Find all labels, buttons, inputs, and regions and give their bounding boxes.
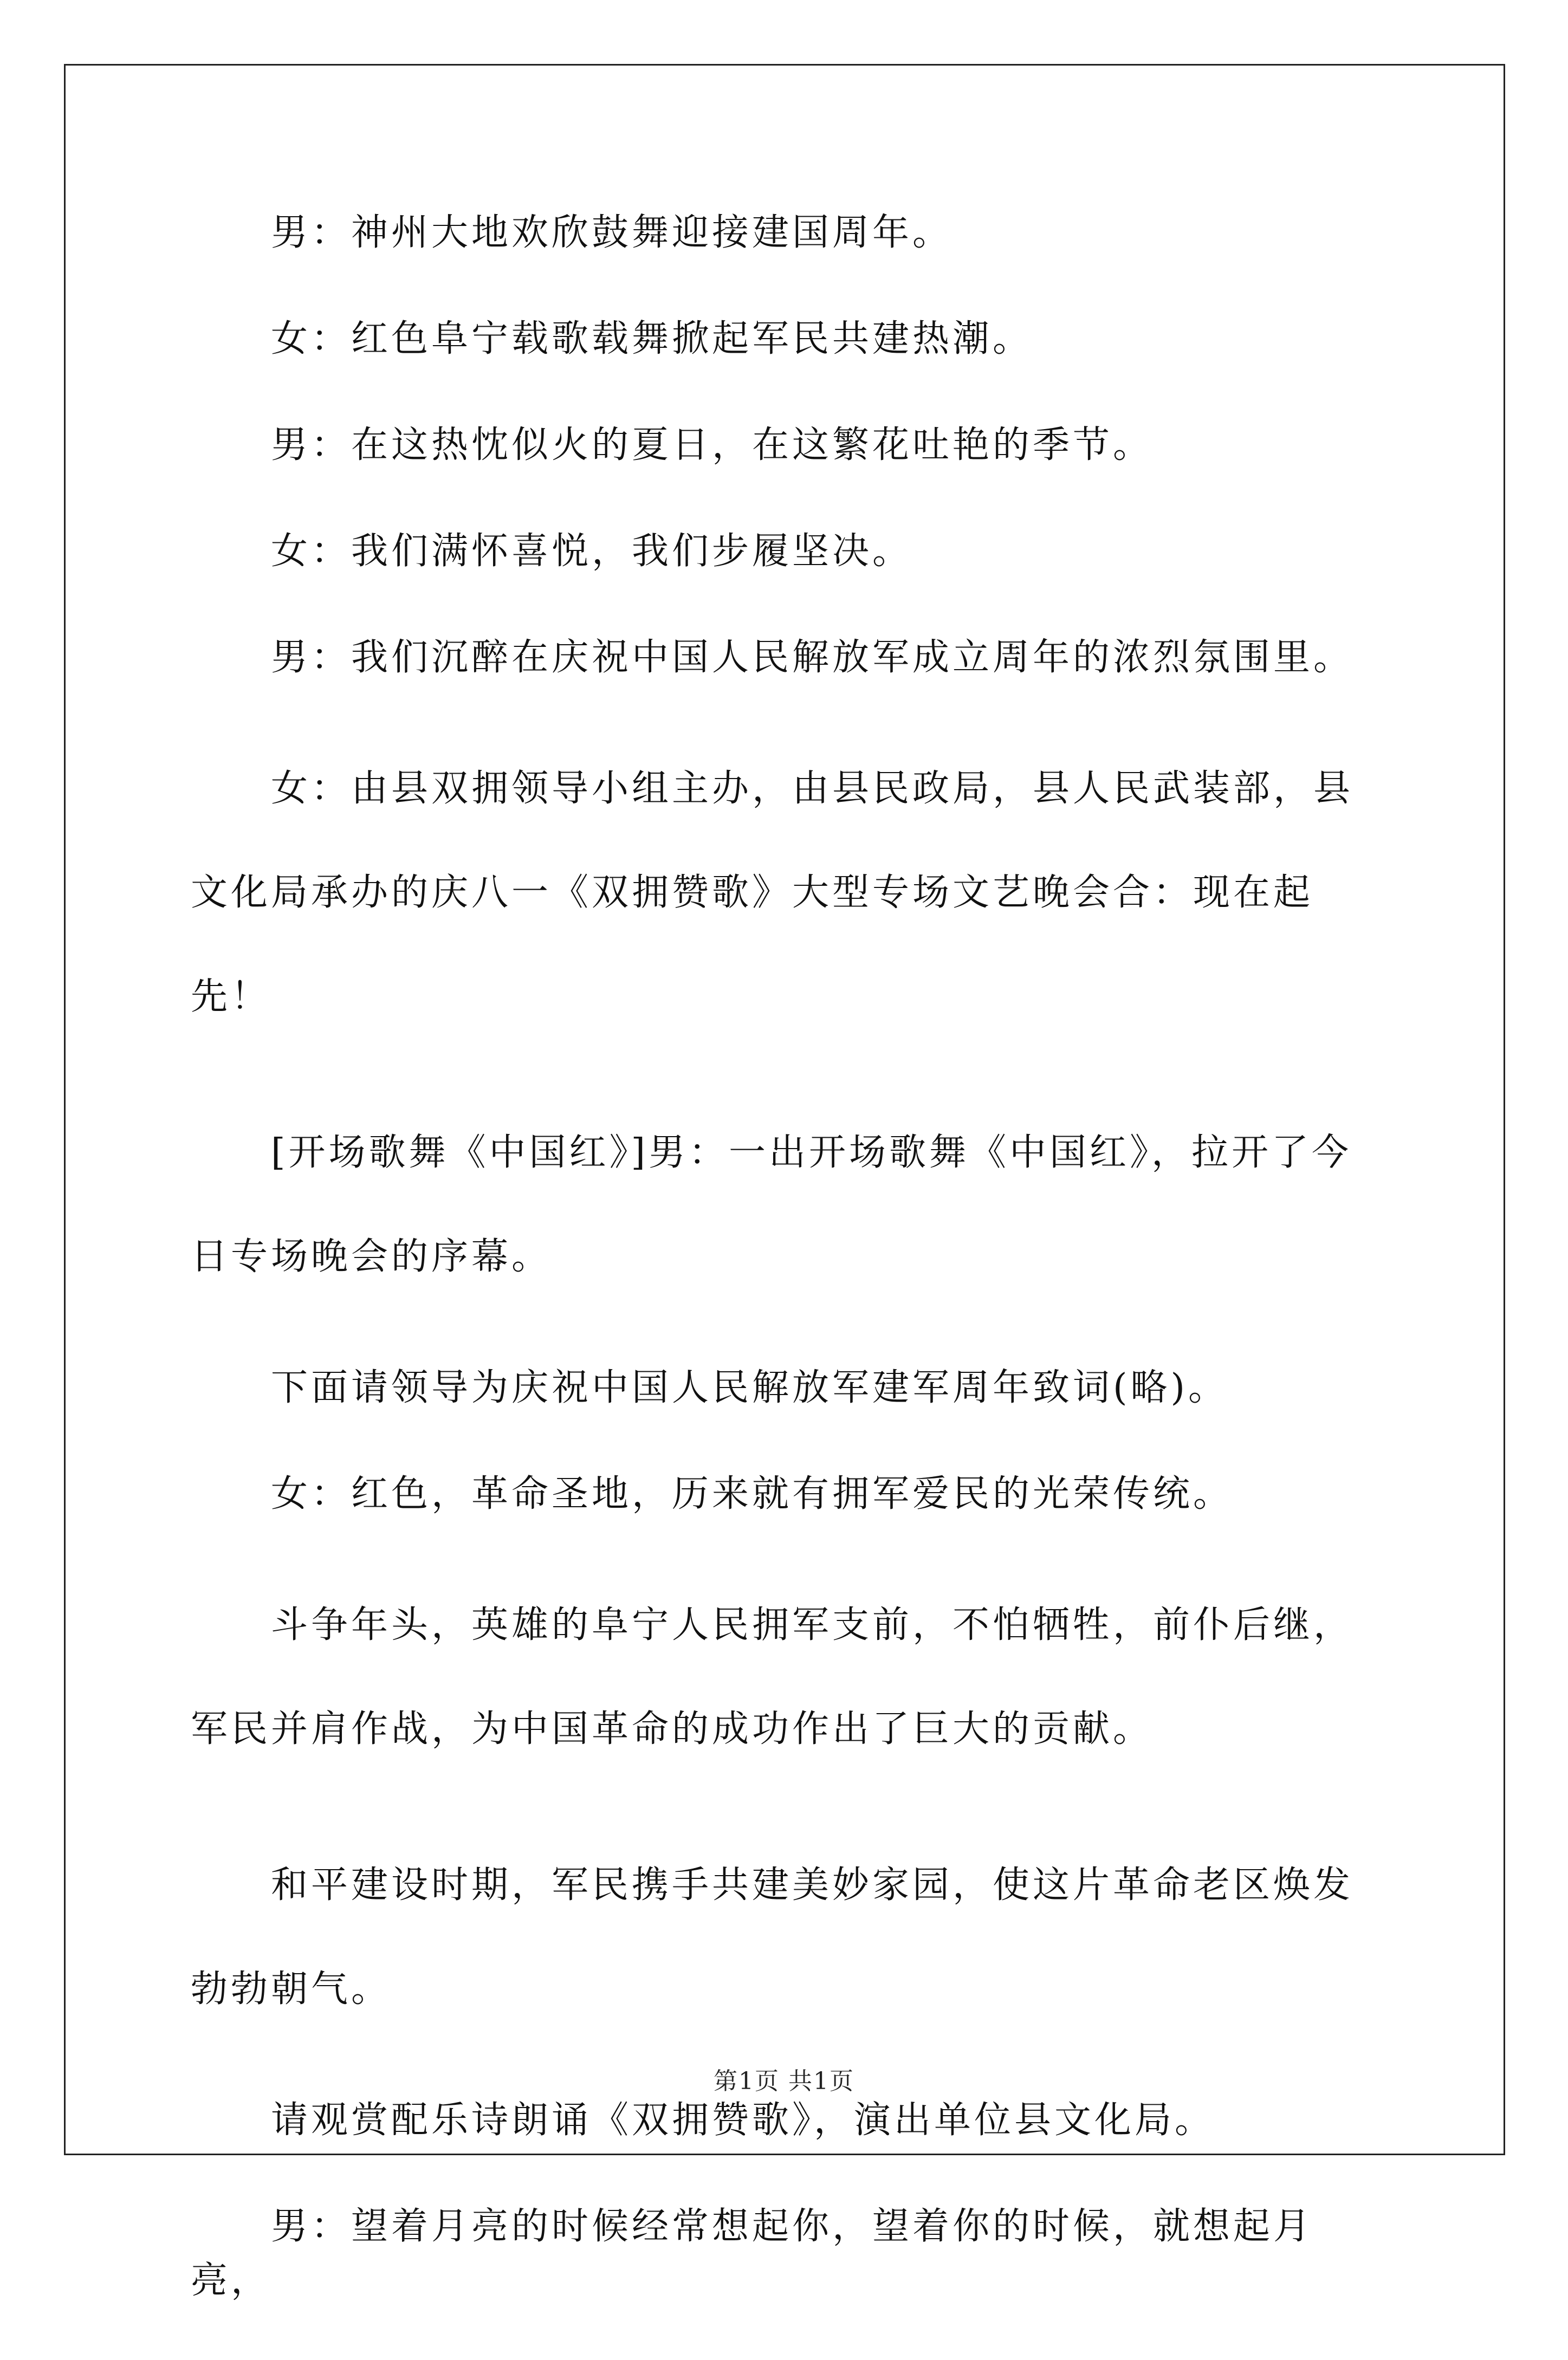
paragraph-4: 女：我们满怀喜悦，我们步履坚决。: [271, 530, 913, 573]
paragraph-10: 斗争年头，英雄的阜宁人民拥军支前，不怕牺牲，前仆后继，军民并肩作战，为中国革命的成功作出了巨大的贡献。: [191, 1604, 1354, 1750]
paragraph-1: 男：神州大地欢欣鼓舞迎接建国周年。: [271, 211, 953, 254]
paragraph-6: 女：由县双拥领导小组主办，由县民政局，县人民武装部，县文化局承办的庆八一《双拥赞歌》大型专场文艺晚会合：现在起先！: [191, 767, 1354, 1018]
paragraph-13: 男：望着月亮的时候经常想起你，望着你的时候，就想起月亮，: [191, 2205, 1314, 2302]
page-footer: 第1页 共1页: [714, 2067, 854, 2095]
paragraph-5: 男：我们沉醉在庆祝中国人民解放军成立周年的浓烈氛围里。: [271, 636, 1354, 679]
paragraph-3: 男：在这热忱似火的夏日，在这繁花吐艳的季节。: [271, 424, 1154, 466]
paragraph-12: 请观赏配乐诗朗诵《双拥赞歌》，演出单位县文化局。: [271, 2099, 1215, 2142]
paragraph-9: 女：红色，革命圣地，历来就有拥军爱民的光荣传统。: [271, 1473, 1234, 1515]
paragraph-2: 女：红色阜宁载歌载舞掀起军民共建热潮。: [271, 317, 1033, 360]
document-body: [191, 206, 1383, 2360]
paragraph-7: [开场歌舞《中国红》]男：一出开场歌舞《中国红》，拉开了今日专场晚会的序幕。: [191, 1131, 1352, 1278]
paragraph-11: 和平建设时期，军民携手共建美妙家园，使这片革命老区焕发勃勃朝气。: [191, 1864, 1354, 2011]
paragraph-8: 下面请领导为庆祝中国人民解放军建军周年致词(略)。: [271, 1366, 1229, 1409]
